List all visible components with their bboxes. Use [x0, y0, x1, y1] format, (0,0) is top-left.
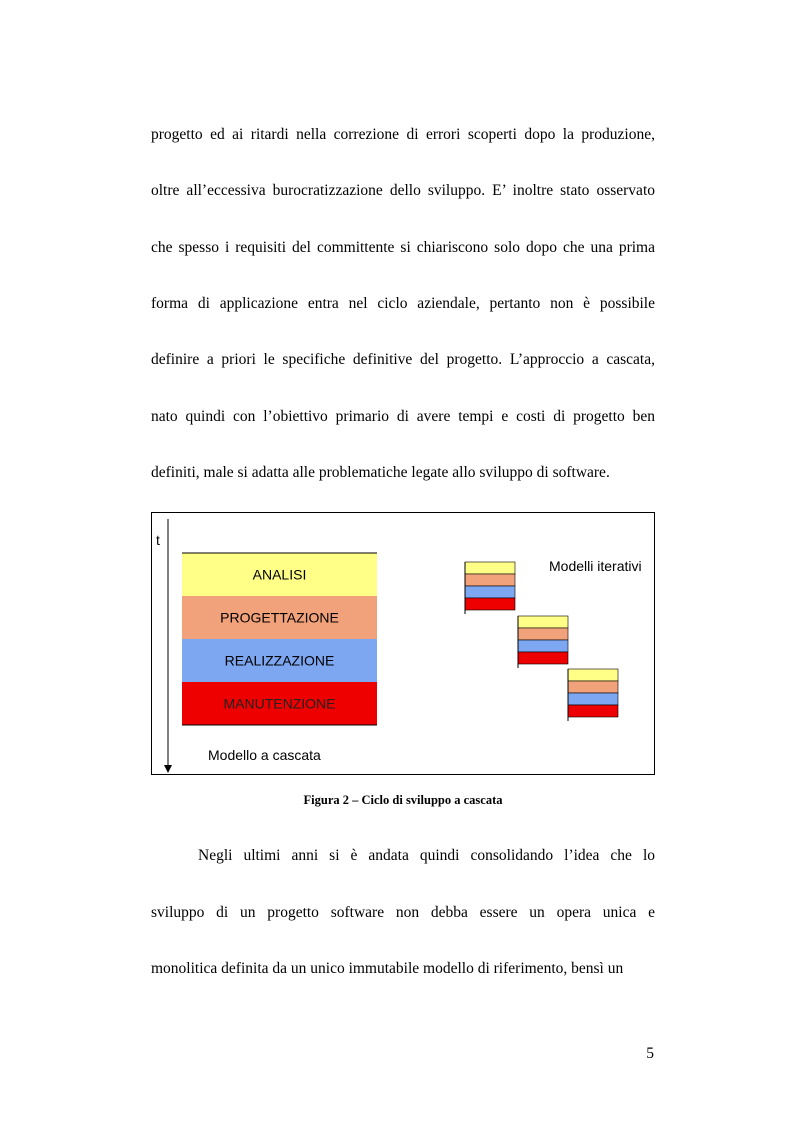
iteration-phase-block — [518, 616, 568, 628]
text-line: oltre all’eccessiva burocratizzazione dello sviluppo. E’ inoltre stato osservato — [151, 182, 655, 200]
figure-caption: Figura 2 – Ciclo di sviluppo a cascata — [303, 793, 503, 807]
time-axis-arrow — [164, 765, 172, 773]
phase-label: REALIZZAZIONE — [224, 652, 335, 669]
figure-diagram — [152, 513, 654, 774]
time-axis-label: t — [156, 532, 160, 548]
iteration-phase-block — [568, 669, 618, 681]
text-line: che spesso i requisiti del committente si chiariscono solo dopo che una prima — [151, 238, 655, 256]
iteration-phase-block — [465, 586, 515, 598]
iteration-phase-block — [465, 574, 515, 586]
phase-label: ANALISI — [252, 566, 307, 583]
text-line: sviluppo di un progetto software non debba essere un opera unica e — [151, 903, 655, 921]
iteration-phase-block — [568, 693, 618, 705]
text-line: nato quindi con l’obiettivo primario di avere tempi e costi di progetto ben — [151, 407, 655, 425]
iteration-phase-block — [518, 628, 568, 640]
iteration-phase-block — [568, 681, 618, 693]
text-line: definiti, male si adatta alle problematiche legate allo sviluppo di software. — [151, 463, 610, 481]
text-line: progetto ed ai ritardi nella correzione di errori scoperti dopo la produzione, — [151, 126, 655, 143]
iteration-phase-block — [518, 652, 568, 664]
iteration-phase-block — [465, 598, 515, 610]
waterfall-blocks — [182, 553, 377, 725]
page-number: 5 — [646, 1045, 654, 1062]
iteration-phase-block — [568, 705, 618, 717]
text-line: monolitica definita da un unico immutabile modello di riferimento, bensì un — [151, 960, 624, 977]
iterative-blocks — [465, 562, 618, 721]
iteration-phase-block — [518, 640, 568, 652]
iterative-models-label: Modelli iterativi — [549, 558, 642, 574]
text-line: Negli ultimi anni si è andata quindi consolidando l’idea che lo — [198, 847, 655, 864]
phase-label: PROGETTAZIONE — [220, 609, 339, 626]
iteration-phase-block — [465, 562, 515, 574]
text-line: forma di applicazione entra nel ciclo aziendale, pertanto non è possibile — [151, 294, 655, 312]
text-line: definire a priori le specifiche definitive del progetto. L’approccio a cascata, — [151, 351, 655, 369]
figure-waterfall-model — [151, 512, 655, 775]
phase-label: MANUTENZIONE — [223, 695, 336, 712]
waterfall-model-label: Modello a cascata — [208, 747, 321, 763]
